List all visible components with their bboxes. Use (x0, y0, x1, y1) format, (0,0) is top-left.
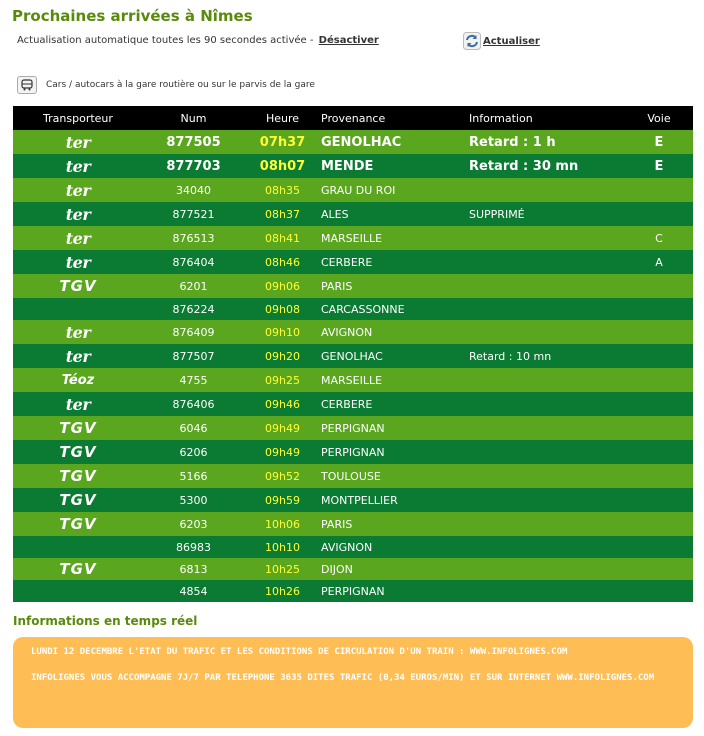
train-number-cell: 877505 (166, 134, 221, 150)
refresh-icon (463, 32, 481, 50)
train-number-cell: 5166 (179, 469, 208, 483)
arrival-time-cell: 09h25 (265, 373, 300, 387)
carrier-cell (13, 253, 143, 272)
carrier-cell (13, 395, 143, 414)
header-voie: Voie (647, 111, 671, 125)
table-row (13, 298, 693, 320)
header-info: Information (469, 111, 533, 125)
origin-cell: PERPIGNAN (321, 421, 385, 435)
arrival-time-cell: 10h10 (265, 540, 300, 554)
ter-logo: ter (65, 394, 91, 414)
ter-logo: ter (65, 204, 91, 224)
carrier-cell (13, 491, 143, 509)
origin-cell: MONTPELLIER (321, 493, 398, 507)
origin-cell: PERPIGNAN (321, 445, 385, 459)
arrival-time-cell: 08h37 (265, 207, 300, 221)
train-number-cell: 6201 (179, 279, 208, 293)
carrier-cell (13, 277, 143, 295)
origin-cell: GENOLHAC (321, 349, 383, 363)
table-row (13, 130, 693, 154)
arrival-time-cell: 09h10 (265, 325, 300, 339)
board-header (13, 106, 693, 130)
carrier-cell (13, 467, 143, 485)
carrier-cell (13, 229, 143, 248)
train-number-cell: 876224 (172, 302, 215, 316)
header-time: Heure (265, 111, 300, 125)
carrier-cell (13, 323, 143, 342)
table-row (13, 154, 693, 178)
arrival-time-cell: 09h08 (265, 302, 300, 316)
ter-logo: ter (65, 252, 91, 272)
train-number-cell: 876406 (172, 397, 215, 411)
table-row (13, 392, 693, 416)
table-row (13, 464, 693, 488)
arrival-time-cell: 09h06 (265, 279, 300, 293)
ter-logo: ter (65, 156, 91, 176)
table-row (13, 178, 693, 202)
carrier-cell (13, 347, 143, 366)
realtime-title: Informations en temps réel (13, 614, 198, 628)
arrival-time-cell: 09h49 (265, 421, 300, 435)
origin-cell: CERBERE (321, 255, 373, 269)
origin-cell: CARCASSONNE (321, 302, 405, 316)
table-row (13, 536, 693, 558)
ter-logo: ter (65, 180, 91, 200)
carrier-cell (13, 205, 143, 224)
origin-cell: TOULOUSE (321, 469, 381, 483)
table-row (13, 202, 693, 226)
table-row (13, 344, 693, 368)
auto-refresh-notice (17, 35, 379, 46)
platform-cell: C (655, 231, 663, 245)
origin-cell: MARSEILLE (321, 231, 383, 245)
table-row (13, 320, 693, 344)
origin-cell: DIJON (321, 562, 353, 576)
realtime-paragraph: LUNDI 12 DECEMBRE L'ETAT DU TRAFIC ET LES CONDITIONS DE CIRCULATION D'UN TRAIN : WWW.INFOLIGNES.COM (31, 647, 568, 657)
refresh-button[interactable] (463, 32, 540, 50)
tgv-logo: TGV (59, 277, 97, 295)
auto-refresh-text: Actualisation automatique toutes les 90 secondes activée - (17, 35, 314, 46)
ter-logo: ter (65, 228, 91, 248)
train-number-cell: 6046 (179, 421, 208, 435)
tgv-logo: TGV (59, 491, 97, 509)
table-row (13, 558, 693, 580)
ter-logo: ter (65, 132, 91, 152)
arrival-time-cell: 10h06 (265, 517, 300, 531)
table-row (13, 250, 693, 274)
origin-cell: GRAU DU ROI (321, 183, 396, 197)
table-row (13, 226, 693, 250)
origin-cell: AVIGNON (321, 540, 373, 554)
tgv-logo: TGV (59, 467, 97, 485)
train-number-cell: 34040 (176, 183, 211, 197)
arrival-time-cell: 07h37 (259, 134, 306, 150)
teoz-logo: Téoz (61, 372, 95, 388)
tgv-logo: TGV (59, 419, 97, 437)
platform-cell: A (655, 255, 663, 269)
table-row (13, 416, 693, 440)
info-cell: Retard : 1 h (469, 134, 556, 150)
carrier-cell (13, 560, 143, 578)
train-number-cell: 876409 (172, 325, 215, 339)
arrival-time-cell: 08h35 (265, 183, 300, 197)
train-number-cell: 6203 (179, 517, 208, 531)
table-row (13, 512, 693, 536)
platform-cell: E (654, 134, 664, 150)
bus-notice-text: Cars / autocars à la gare routière ou sur le parvis de la gare (46, 80, 315, 90)
train-number-cell: 876513 (172, 231, 215, 245)
ter-logo: ter (65, 346, 91, 366)
origin-cell: ALES (321, 207, 349, 221)
page-title: Prochaines arrivées à Nîmes (12, 7, 253, 25)
arrival-time-cell: 08h07 (259, 158, 306, 174)
refresh-label: Actualiser (483, 35, 540, 47)
realtime-paragraph: INFOLIGNES VOUS ACCOMPAGNE 7J/7 PAR TELEPHONE 3635 DITES TRAFIC (0,34 EUROS/MIN) ET SUR INTERNET WWW.INFOLIGNES.COM (31, 673, 655, 683)
origin-cell: PARIS (321, 279, 353, 293)
platform-cell: E (654, 158, 664, 174)
train-number-cell: 6206 (179, 445, 208, 459)
arrival-time-cell: 08h41 (265, 231, 300, 245)
train-number-cell: 877703 (166, 158, 221, 174)
arrival-time-cell: 09h59 (265, 493, 300, 507)
train-number-cell: 4854 (179, 584, 208, 598)
table-row (13, 488, 693, 512)
origin-cell: MARSEILLE (321, 373, 383, 387)
arrival-time-cell: 09h20 (265, 349, 300, 363)
bus-icon (17, 76, 37, 94)
bus-notice (17, 76, 315, 94)
origin-cell: PERPIGNAN (321, 584, 385, 598)
train-number-cell: 876404 (172, 255, 215, 269)
header-carrier: Transporteur (43, 111, 113, 125)
tgv-logo: TGV (59, 560, 97, 578)
arrival-time-cell: 09h46 (265, 397, 300, 411)
tgv-logo: TGV (59, 515, 97, 533)
carrier-cell (13, 181, 143, 200)
origin-cell: CERBERE (321, 397, 373, 411)
arrival-time-cell: 08h46 (265, 255, 300, 269)
info-cell: Retard : 10 mn (469, 349, 552, 363)
board-body (13, 130, 693, 602)
info-cell: Retard : 30 mn (469, 158, 579, 174)
train-number-cell: 6813 (179, 562, 208, 576)
header-num: Num (180, 111, 207, 125)
train-number-cell: 86983 (176, 540, 211, 554)
tgv-logo: TGV (59, 443, 97, 461)
train-number-cell: 4755 (179, 373, 208, 387)
train-number-cell: 877507 (172, 349, 215, 363)
arrival-time-cell: 09h52 (265, 469, 300, 483)
deactivate-link[interactable]: Désactiver (318, 35, 379, 46)
origin-cell: AVIGNON (321, 325, 373, 339)
header-from: Provenance (321, 111, 386, 125)
carrier-cell (13, 443, 143, 461)
arrival-time-cell: 10h25 (265, 562, 300, 576)
train-number-cell: 5300 (179, 493, 208, 507)
table-row (13, 440, 693, 464)
carrier-cell (13, 157, 143, 176)
carrier-cell (13, 133, 143, 152)
arrival-time-cell: 10h26 (265, 584, 300, 598)
carrier-cell (13, 515, 143, 533)
arrival-time-cell: 09h49 (265, 445, 300, 459)
carrier-cell (13, 419, 143, 437)
origin-cell: GENOLHAC (321, 134, 402, 150)
train-number-cell: 877521 (172, 207, 215, 221)
ter-logo: ter (65, 322, 91, 342)
carrier-cell (13, 373, 143, 388)
origin-cell: MENDE (321, 158, 374, 174)
table-row (13, 368, 693, 392)
info-cell: SUPPRIMÉ (469, 207, 525, 221)
table-row (13, 580, 693, 602)
table-row (13, 274, 693, 298)
arrivals-board (13, 106, 693, 602)
realtime-info-box (13, 637, 693, 728)
origin-cell: PARIS (321, 517, 353, 531)
